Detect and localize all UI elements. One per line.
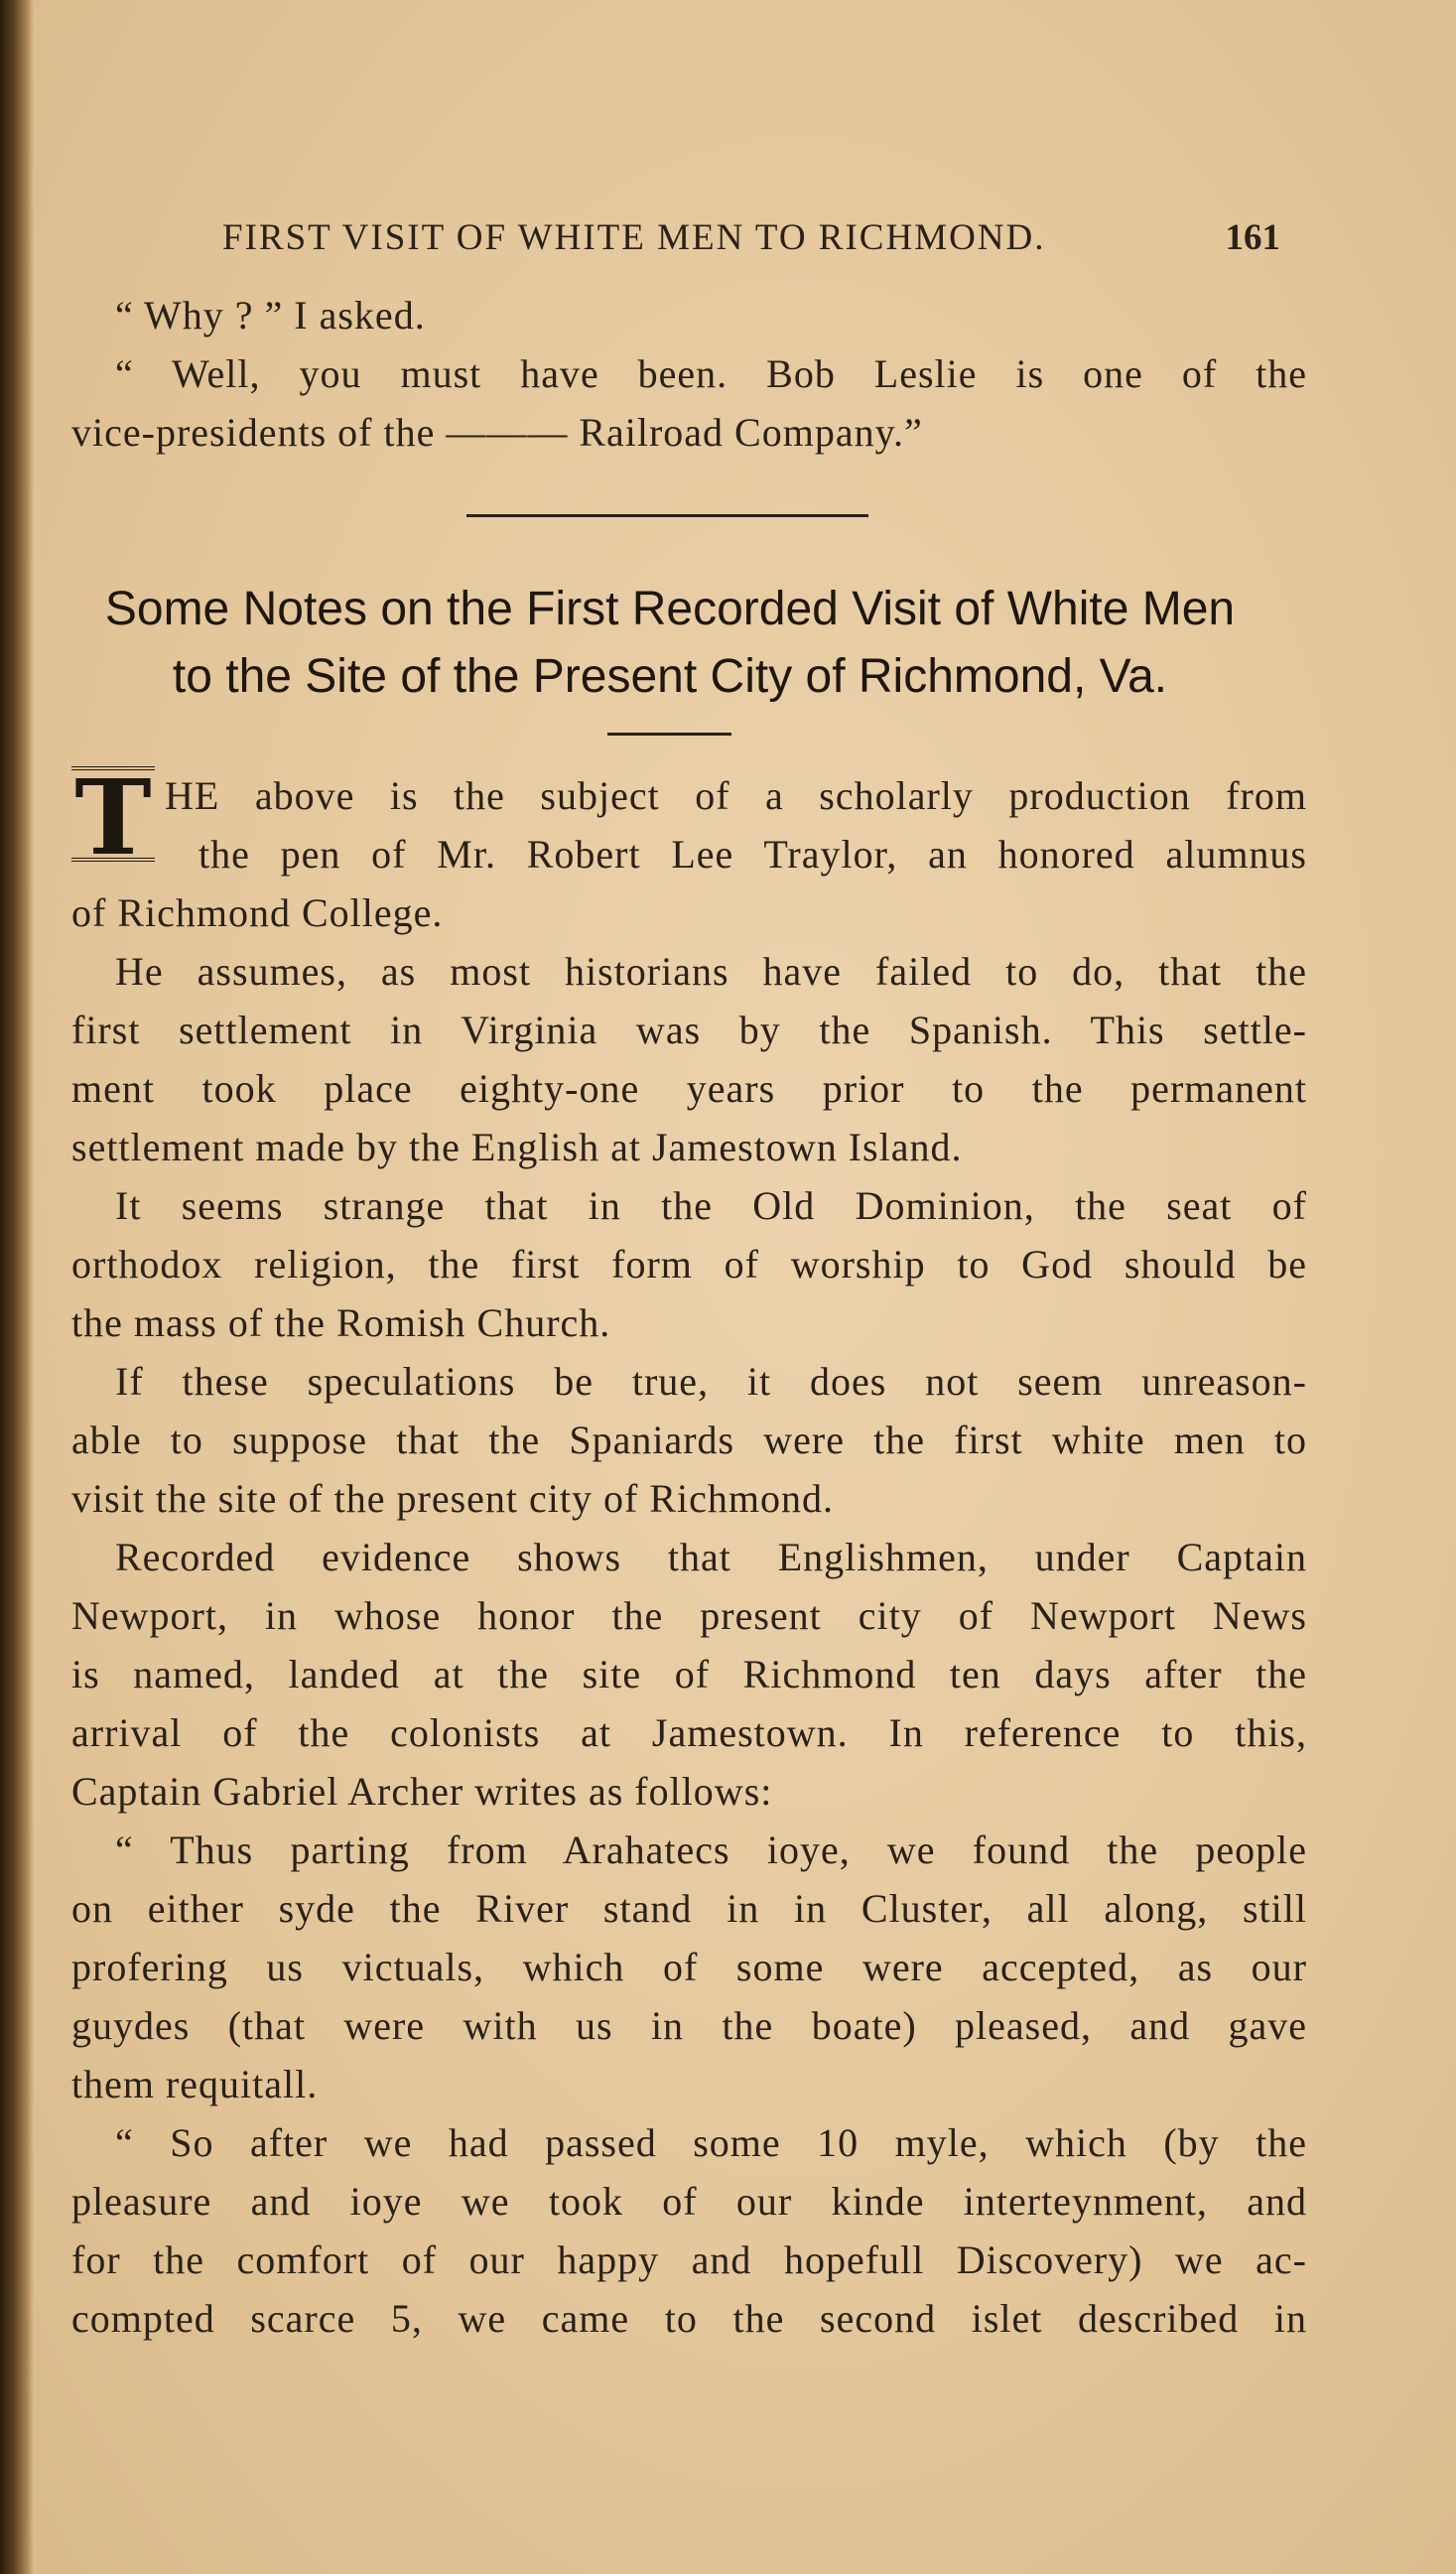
paragraph-line: HE above is the subject of a scholarly production from xyxy=(165,773,1307,818)
quote-line: “ Thus parting from Arahatecs ioye, we found the people xyxy=(115,1828,1307,1872)
running-head: FIRST VISIT OF WHITE MEN TO RICHMOND. xyxy=(222,217,1046,258)
article-body xyxy=(71,883,1307,2348)
paragraph-line: ment took place eighty-one years prior to the permanent xyxy=(71,1066,1307,1111)
quote-line: them requitall. xyxy=(71,2062,319,2106)
quote-line: guydes (that were with us in the boate) pleased, and gave xyxy=(71,2003,1307,2048)
dialogue-line: vice-presidents of the ——— Railroad Company.” xyxy=(71,410,923,455)
quote-line: on either syde the River stand in in Cluster, all along, still xyxy=(71,1886,1307,1931)
article-title-line: Some Notes on the First Recorded Visit of White Men xyxy=(104,583,1236,635)
quote-line: compted scarce 5, we came to the second islet described in xyxy=(71,2296,1307,2341)
paragraph-line: visit the site of the present city of Richmond. xyxy=(71,1476,834,1521)
paragraph-line: Recorded evidence shows that Englishmen, under Captain xyxy=(115,1535,1307,1579)
paragraph-line: Captain Gabriel Archer writes as follows: xyxy=(71,1769,773,1814)
first-paragraph-opening xyxy=(165,766,1307,883)
paragraph-line: arrival of the colonists at Jamestown. In reference to this, xyxy=(71,1710,1307,1755)
section-divider xyxy=(466,514,868,517)
quote-line: pleasure and ioye we took of our kinde interteynment, and xyxy=(71,2179,1307,2224)
paragraph-line: is named, landed at the site of Richmond ten days after the xyxy=(71,1652,1307,1696)
article-title-line: to the Site of the Present City of Richmond, Va. xyxy=(172,650,1168,703)
quote-line: profering us victuals, which of some were accepted, as our xyxy=(71,1945,1307,1989)
paragraph-line: the pen of Mr. Robert Lee Traylor, an honored alumnus xyxy=(199,832,1307,877)
dialogue-line: “ Why ? ” I asked. xyxy=(115,293,426,338)
quote-line: “ So after we had passed some 10 myle, which (by the xyxy=(115,2120,1307,2165)
dialogue-line: “ Well, you must have been. Bob Leslie is one of the xyxy=(115,351,1307,396)
paragraph-line: It seems strange that in the Old Dominion, the seat of xyxy=(115,1183,1307,1228)
paragraph-line: orthodox religion, the first form of worship to God should be xyxy=(71,1242,1307,1287)
dialogue-block xyxy=(71,286,1307,462)
drop-cap: T xyxy=(71,766,155,862)
paragraph-line: He assumes, as most historians have failed to do, that the xyxy=(115,949,1307,994)
paragraph-line: able to suppose that the Spaniards were the first white men to xyxy=(71,1418,1307,1462)
book-spine-shadow xyxy=(0,0,34,2574)
paragraph-line: of Richmond College. xyxy=(71,890,444,935)
quote-line: for the comfort of our happy and hopefull Discovery) we ac- xyxy=(71,2237,1307,2282)
title-underline xyxy=(607,733,731,736)
article-title xyxy=(30,576,1310,711)
page-header xyxy=(222,216,1280,266)
paragraph-line: first settlement in Virginia was by the Spanish. This settle- xyxy=(71,1008,1307,1052)
paragraph-line: settlement made by the English at Jamestown Island. xyxy=(71,1125,963,1169)
paragraph-line: If these speculations be true, it does not seem unreason- xyxy=(115,1359,1307,1404)
paragraph-line: Newport, in whose honor the present city of Newport News xyxy=(71,1593,1307,1638)
page-number: 161 xyxy=(1225,217,1280,258)
paragraph-line: the mass of the Romish Church. xyxy=(71,1300,611,1345)
